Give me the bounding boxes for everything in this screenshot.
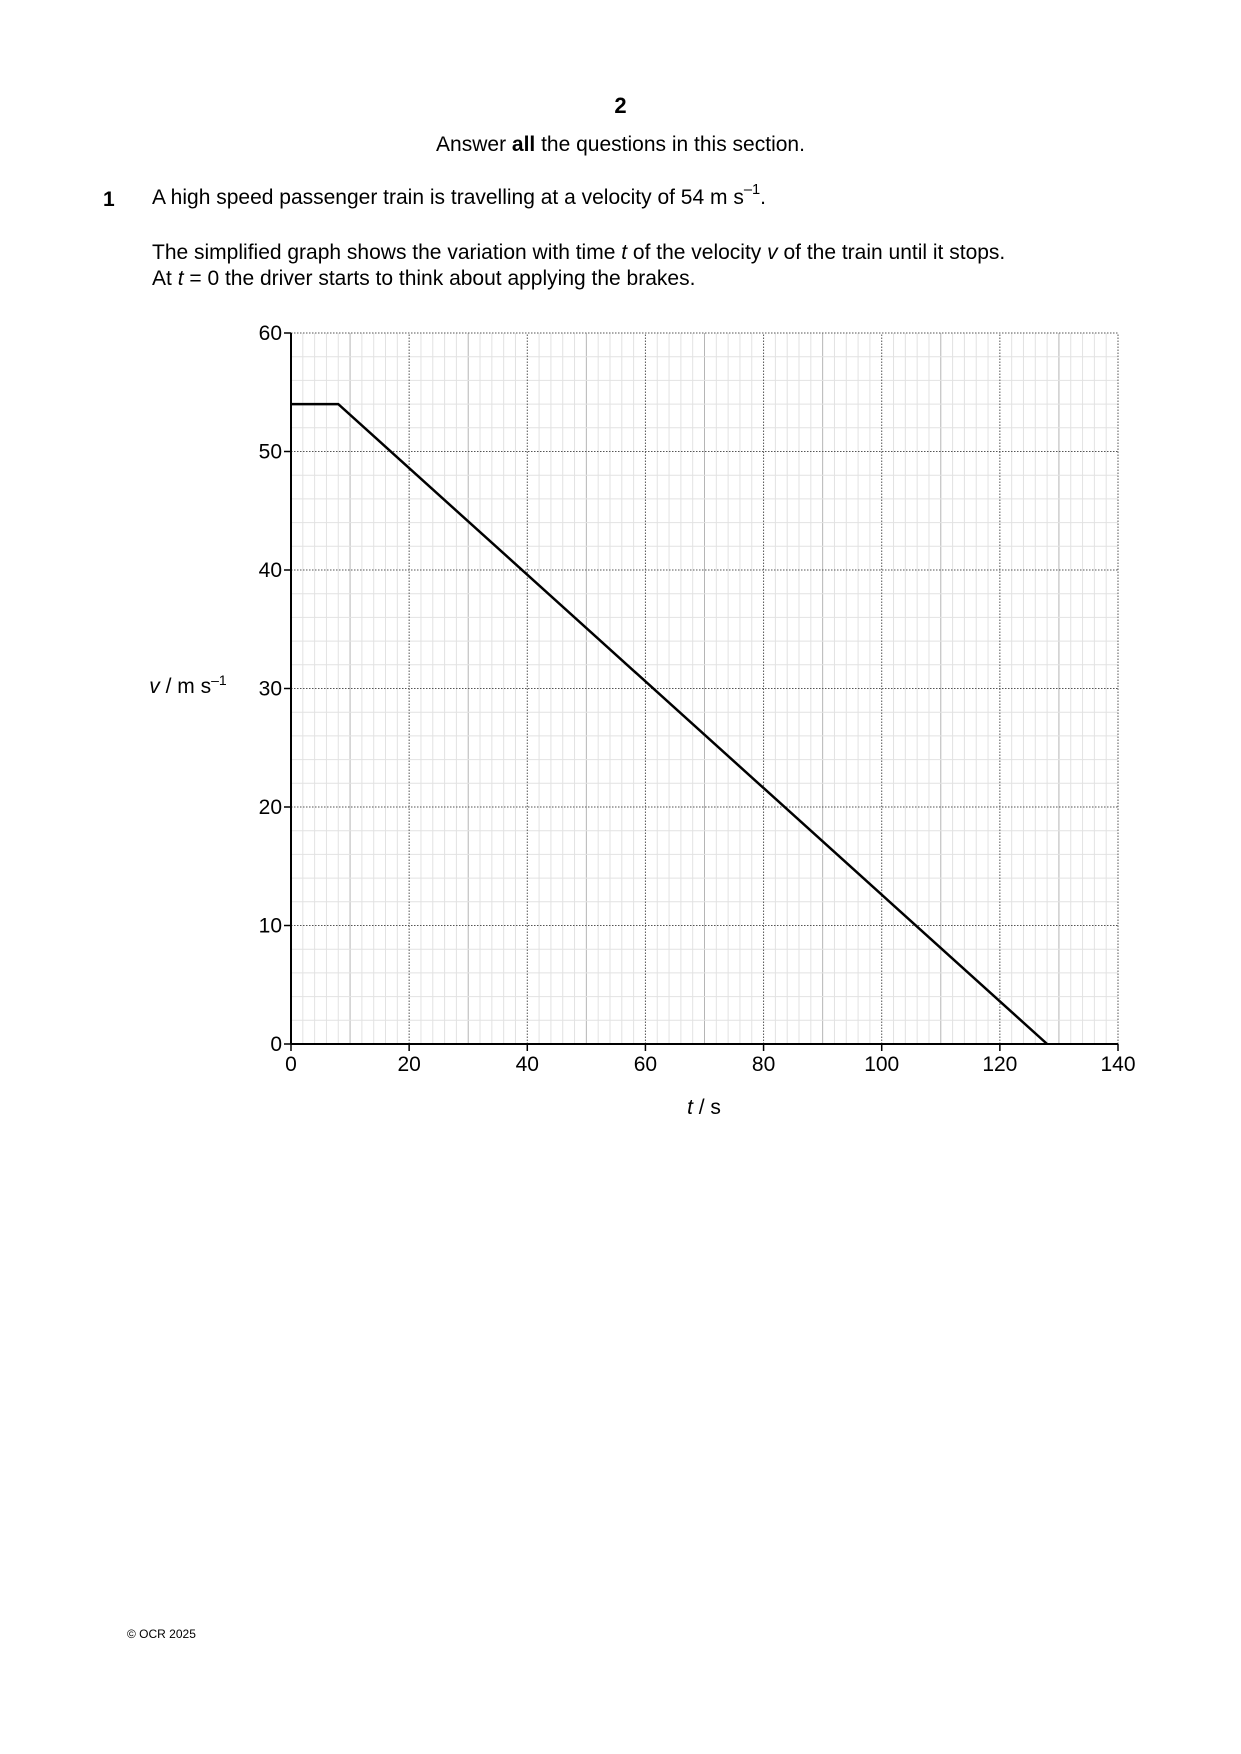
y-tick-label: 10 [258, 914, 282, 938]
y-axis-label [149, 672, 227, 698]
y-tick-label: 60 [258, 322, 282, 345]
x-tick-label: 40 [515, 1053, 539, 1076]
stem-text-d: At [152, 267, 178, 290]
y-tick-label: 30 [258, 677, 282, 701]
stem-text-c: of the train until it stops. [777, 241, 1006, 264]
x-tick-label: 140 [1100, 1053, 1136, 1076]
instruction-text-start: Answer [436, 133, 512, 156]
question-stem-text: A high speed passenger train is travelling at a velocity of 54 m s [152, 186, 744, 209]
x-tick-label: 80 [751, 1053, 776, 1076]
instruction-text-end: the questions in this section. [535, 133, 805, 156]
x-axis-variable: t [687, 1096, 693, 1119]
stem-text-e: = 0 the driver starts to think about applying the brakes. [183, 267, 696, 290]
y-axis-unit: / m s [159, 675, 212, 698]
y-axis-unit-exponent: –1 [211, 672, 227, 688]
x-axis-label [687, 1096, 721, 1119]
instruction-bold-word: all [511, 133, 536, 156]
var-t-2: t [177, 267, 184, 290]
stem-text-a: The simplified graph shows the variation with time [152, 241, 622, 264]
var-t: t [621, 241, 628, 264]
x-tick-label: 20 [397, 1053, 421, 1076]
var-v: v [767, 241, 778, 264]
page-number: 2 [614, 93, 627, 118]
y-axis-variable: v [149, 675, 160, 698]
copyright-footer: © OCR 2025 [127, 1627, 196, 1641]
x-tick-label: 0 [285, 1053, 297, 1076]
unit-exponent: –1 [743, 181, 761, 198]
y-tick-label: 20 [258, 796, 282, 819]
question-number: 1 [103, 188, 115, 211]
stem-text-b: of the velocity [627, 241, 768, 264]
x-axis-unit: / s [692, 1096, 721, 1119]
x-tick-label: 60 [633, 1053, 658, 1076]
x-tick-label: 100 [864, 1053, 900, 1076]
y-tick-label: 40 [258, 559, 282, 582]
y-tick-label: 0 [270, 1033, 282, 1056]
y-tick-label: 50 [258, 440, 282, 464]
stem-period: . [760, 186, 767, 209]
x-tick-label: 120 [982, 1053, 1018, 1076]
